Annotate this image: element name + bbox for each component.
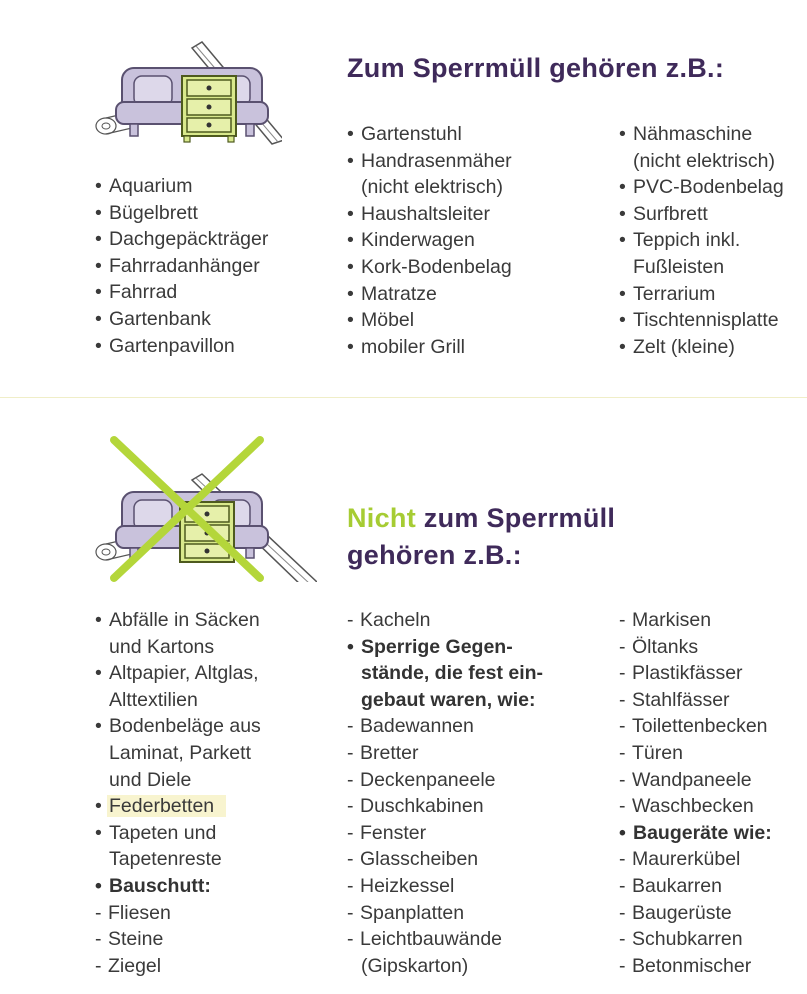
- bottom-list-col2: [347, 607, 543, 979]
- list-item: • Gartenpavillon: [95, 333, 268, 360]
- list-item: - Toilettenbecken: [619, 713, 772, 740]
- list-item: - Bretter: [347, 740, 543, 767]
- list-item: • Zelt (kleine): [619, 334, 784, 361]
- list-item: • Fahrrad: [95, 279, 268, 306]
- list-item: - Deckenpaneele: [347, 767, 543, 794]
- list-item: Fußleisten: [633, 255, 725, 278]
- list-item: (Gipskarton): [361, 954, 469, 977]
- heading-accent-nicht: Nicht: [347, 503, 416, 533]
- list-item: gebaut waren, wie:: [361, 688, 536, 711]
- list-item: • Bauschutt:: [95, 873, 261, 900]
- list-item: - Stahlfässer: [619, 687, 772, 714]
- list-item: Tapetenreste: [109, 848, 222, 871]
- list-item: • Möbel: [347, 307, 512, 334]
- list-item: und Diele: [109, 768, 192, 791]
- top-list-col3: [619, 121, 784, 360]
- list-item: • Matratze: [347, 281, 512, 308]
- list-item: - Fliesen: [95, 900, 261, 927]
- list-item: • Nähmaschine: [619, 121, 784, 148]
- list-item: • Bodenbeläge aus: [95, 713, 261, 740]
- list-item: - Glasscheiben: [347, 846, 543, 873]
- list-item: • Tischtennisplatte: [619, 307, 784, 334]
- list-item: • Kork-Bodenbelag: [347, 254, 512, 281]
- bottom-list-col3: [619, 607, 772, 979]
- list-item: • Aquarium: [95, 173, 268, 200]
- list-item: - Plastikfässer: [619, 660, 772, 687]
- list-item: Laminat, Parkett: [109, 741, 251, 764]
- sperrmuell-illustration: [92, 40, 282, 145]
- list-item: - Türen: [619, 740, 772, 767]
- list-item: - Baukarren: [619, 873, 772, 900]
- list-item: - Markisen: [619, 607, 772, 634]
- list-item: (nicht elektrisch): [361, 176, 503, 199]
- list-item: • Fahrradanhänger: [95, 253, 268, 280]
- list-item: • Baugeräte wie:: [619, 820, 772, 847]
- heading-line2: gehören z.B.:: [347, 540, 522, 570]
- list-item: - Ziegel: [95, 953, 261, 980]
- top-list-col1: [95, 173, 268, 359]
- list-item: - Duschkabinen: [347, 793, 543, 820]
- list-item: - Spanplatten: [347, 900, 543, 927]
- list-item: • Gartenbank: [95, 306, 268, 333]
- heading-nicht-sperrmuell: [347, 500, 615, 574]
- list-item: - Betonmischer: [619, 953, 772, 980]
- list-item: • Kinderwagen: [347, 227, 512, 254]
- list-item: - Maurerkübel: [619, 846, 772, 873]
- list-item: • Gartenstuhl: [347, 121, 512, 148]
- heading-sperrmuell: Zum Sperrmüll gehören z.B.:: [347, 53, 725, 83]
- list-item: • Surfbrett: [619, 201, 784, 228]
- list-item: - Schubkarren: [619, 926, 772, 953]
- list-item: • PVC-Bodenbelag: [619, 174, 784, 201]
- list-item: - Baugerüste: [619, 900, 772, 927]
- list-item: • Bügelbrett: [95, 200, 268, 227]
- list-item: - Steine: [95, 926, 261, 953]
- list-item: - Fenster: [347, 820, 543, 847]
- list-item: • Sperrige Gegen-: [347, 634, 543, 661]
- list-item: • Tapeten und: [95, 820, 261, 847]
- top-list-col2: [347, 121, 512, 360]
- nicht-sperrmuell-illustration: [92, 432, 317, 582]
- list-item: - Leichtbauwände: [347, 926, 543, 953]
- list-item: • Haushaltsleiter: [347, 201, 512, 228]
- list-item: • Teppich inkl.: [619, 227, 784, 254]
- list-item: • Federbetten: [95, 793, 261, 820]
- list-item: und Kartons: [109, 635, 215, 658]
- list-item: - Wandpaneele: [619, 767, 772, 794]
- list-item: - Badewannen: [347, 713, 543, 740]
- list-item: • Altpapier, Altglas,: [95, 660, 261, 687]
- heading-rest: zum Sperrmüll: [416, 503, 616, 533]
- list-item: stände, die fest ein-: [361, 662, 544, 685]
- list-item: Alttextilien: [109, 688, 198, 711]
- bottom-list-col1: [95, 607, 261, 979]
- list-item: - Waschbecken: [619, 793, 772, 820]
- list-item: • Abfälle in Säcken: [95, 607, 261, 634]
- list-item: • Handrasenmäher: [347, 148, 512, 175]
- list-item: - Kacheln: [347, 607, 543, 634]
- list-item: • Terrarium: [619, 281, 784, 308]
- list-item: - Öltanks: [619, 634, 772, 661]
- section-divider: [0, 397, 807, 398]
- list-item: (nicht elektrisch): [633, 149, 775, 172]
- list-item: • mobiler Grill: [347, 334, 512, 361]
- list-item: • Dachgepäckträger: [95, 226, 268, 253]
- list-item: - Heizkessel: [347, 873, 543, 900]
